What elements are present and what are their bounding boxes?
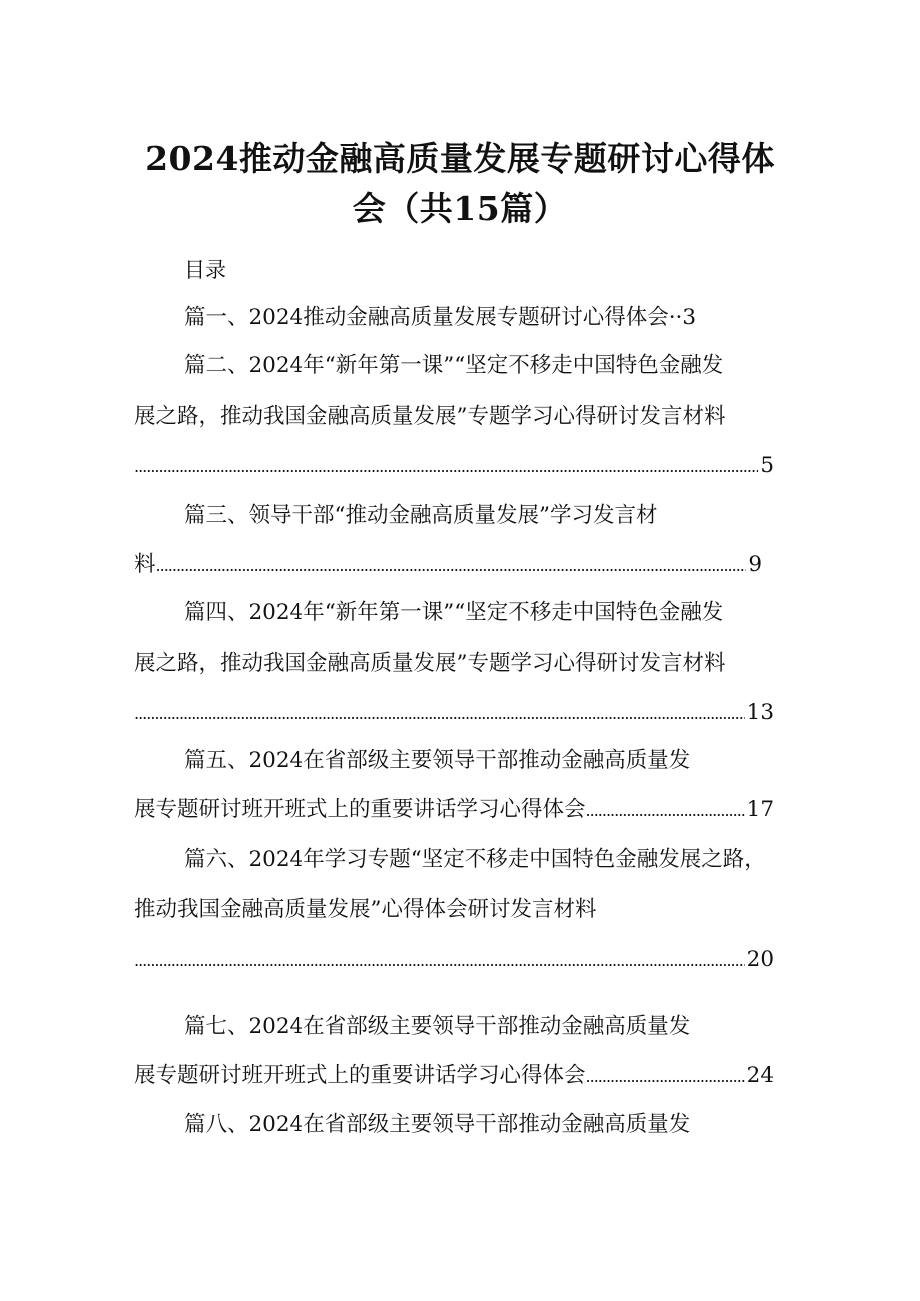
toc-entry-8-line-1[interactable]: 篇八、2024在省部级主要领导干部推动金融高质量发 bbox=[184, 1112, 691, 1137]
toc-entry-7-lead: 展专题研讨班开班式上的重要讲话学习心得体会 bbox=[134, 1063, 586, 1088]
toc-entry-4-line-2[interactable]: 展之路，推动我国金融高质量发展”专题学习心得研讨发言材料 bbox=[134, 651, 726, 676]
toc-entry-4-page: 13 bbox=[746, 700, 774, 725]
document-title-line-2: 会（共15篇） bbox=[352, 189, 568, 228]
dot-leader bbox=[586, 797, 745, 825]
document-title-line-1: 2024推动金融高质量发展专题研讨心得体 bbox=[145, 139, 775, 178]
dot-leader bbox=[156, 552, 747, 580]
dot-leader bbox=[586, 1063, 745, 1091]
toc-entry-6-line-2[interactable]: 推动我国金融高质量发展”心得体会研讨发言材料 bbox=[134, 897, 597, 922]
toc-entry-6-leader[interactable] bbox=[134, 946, 774, 975]
toc-entry-5-leader[interactable] bbox=[134, 796, 774, 825]
toc-entry-5-page: 17 bbox=[746, 797, 774, 822]
toc-entry-6-page: 20 bbox=[746, 947, 774, 972]
toc-entry-2-page: 5 bbox=[760, 453, 774, 478]
toc-entry-7-leader[interactable] bbox=[134, 1062, 774, 1091]
toc-entry-6-line-1[interactable]: 篇六、2024年学习专题“坚定不移走中国特色金融发展之路， bbox=[184, 847, 766, 872]
toc-entry-7-page: 24 bbox=[746, 1063, 774, 1088]
toc-heading: 目录 bbox=[184, 258, 226, 282]
dot-leader bbox=[134, 453, 758, 481]
toc-entry-7-line-1[interactable]: 篇七、2024在省部级主要领导干部推动金融高质量发 bbox=[184, 1014, 691, 1039]
toc-entry-4-line-1[interactable]: 篇四、2024年“新年第一课”“坚定不移走中国特色金融发 bbox=[184, 600, 724, 625]
toc-entry-1[interactable]: 篇一、2024推动金融高质量发展专题研讨心得体会··3 bbox=[184, 305, 697, 330]
toc-entry-5-line-1[interactable]: 篇五、2024在省部级主要领导干部推动金融高质量发 bbox=[184, 748, 691, 773]
toc-entry-3-leader[interactable] bbox=[134, 551, 762, 580]
toc-entry-3-page: 9 bbox=[748, 552, 762, 577]
toc-entry-2-line-2[interactable]: 展之路，推动我国金融高质量发展”专题学习心得研讨发言材料 bbox=[134, 404, 726, 429]
toc-entry-5-lead: 展专题研讨班开班式上的重要讲话学习心得体会 bbox=[134, 797, 586, 822]
toc-entry-2-leader[interactable] bbox=[134, 452, 774, 481]
toc-entry-2-line-1[interactable]: 篇二、2024年“新年第一课”“坚定不移走中国特色金融发 bbox=[184, 353, 724, 378]
dot-leader bbox=[134, 947, 745, 975]
toc-entry-3-line-1[interactable]: 篇三、领导干部“推动金融高质量发展”学习发言材 bbox=[184, 503, 658, 528]
toc-entry-3-lead: 料 bbox=[134, 552, 156, 577]
dot-leader bbox=[134, 700, 745, 728]
toc-entry-4-leader[interactable] bbox=[134, 699, 774, 728]
